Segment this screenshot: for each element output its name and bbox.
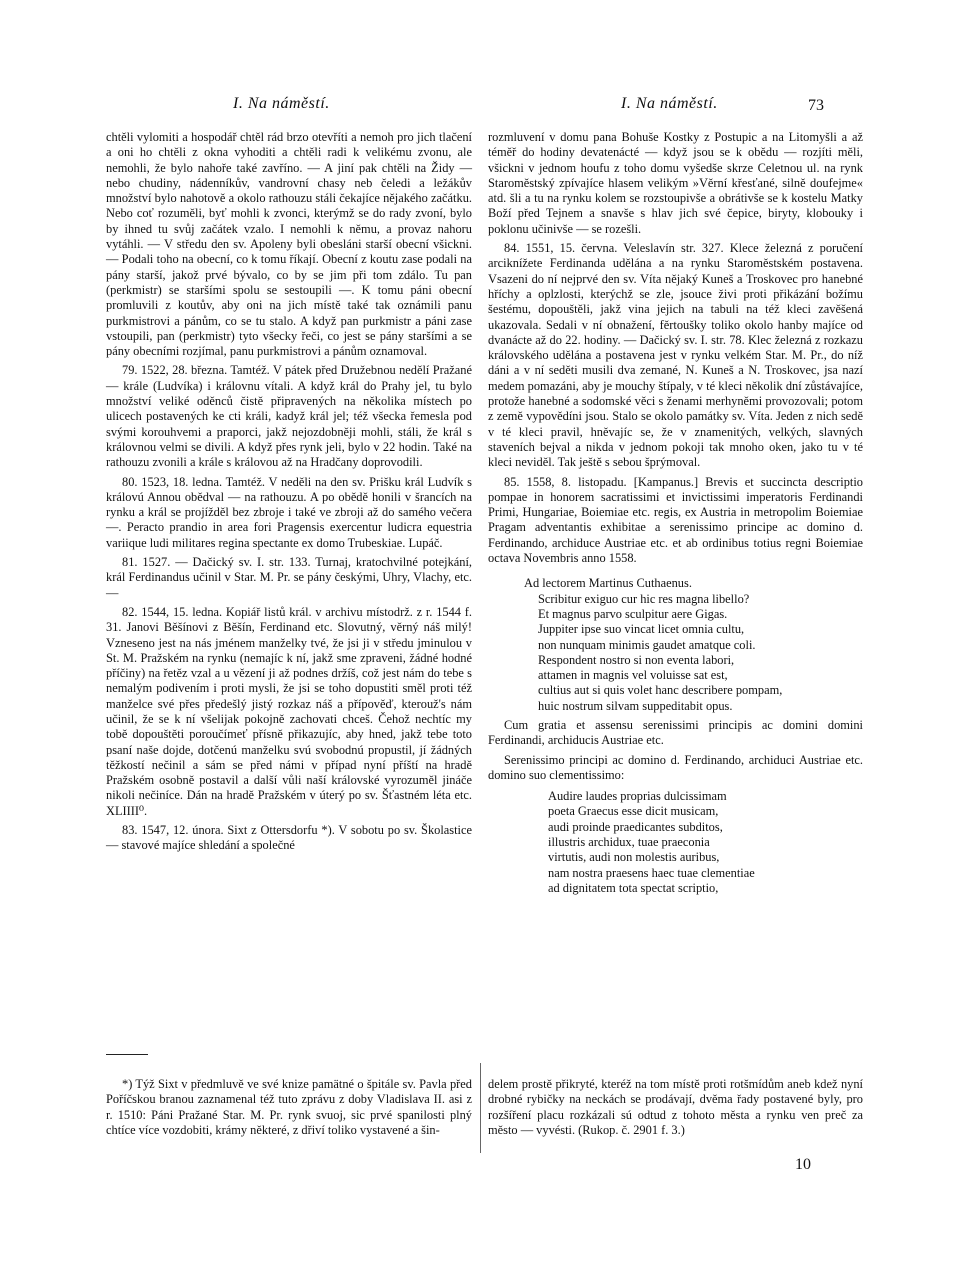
running-header-right: I. Na náměstí. xyxy=(621,95,718,112)
page-number: 73 xyxy=(808,97,824,114)
entry-79: 79. 1522, 28. března. Tamtéž. V pátek před Družebnou nedělí Pražané — krále (Ludvíka) i královnu vítali. A když král do Prahy jel, tu bylo množství veliké oděnců čistě připravených na několika místech po ulicech postavených ke cti králi, kadyž král jel; též všecka řemesla pod svými korouhvemi a praporci, jakž nejozdobněji mohli, stáli, že král s královnou velmi se divili. A když přes rynk jeli, bylo v 22 hodin. Také na rathouzu zvonili a krále s královou až na Hradčany doprovodili. xyxy=(106,363,472,470)
entry-85: 85. 1558, 8. listopadu. [Kampanus.] Brevis et succincta descriptio pompae in honorem sacratissimi et invictissimi imperatoris Ferdinandi Primi, Hungariae, Boiemiae etc. regis, ex Austria in metropolim Boiemiae Pragam adventantis exhibitae a serenissimo principe ac domino d. Ferdinando, archiduce Austriae etc. et ab ordinibus totius regni Boiemiae octava Novembris anno 1558. xyxy=(488,474,863,566)
entry-82: 82. 1544, 15. ledna. Kopiář listů král. v archivu místodrž. z r. 1544 f. 31. Janovi Běšínovi z Běšín, Ferdinand etc. Slovutný, věrný náš milý! Vzneseno jest na nás jménem manželky tvé, že jsi ji v středu jminulou v St. M. Pražském na rynku (nemajíc k ní, jakž sme zpraveni, žádné hodné příčiny) na řetěz vzal a u vězení ji až podnes držíš, což jest nám do tebe s nemalým podivením i proti mysli, že jsi se toho dopustiti směl proti též manželce své přes předešlý jistý rozkaz náš a přípověď, kterouž's nám učinil, že se k ní všelijak pokojně zachovati chceš. Čehož nechtíc my tobě dopouštěti poroučímeť přísně přikazujíc, aby hned, jakž tebe toto psaní naše dojde, dotčenú manželku svú svobodnú propustil, jí žádných těžkostí nečinil a sám se před námi v případ nyní příští na hradě Pražském osobně postavil a další vůli naší královské vyrozuměl jináče nikoli nečiníce. Dán na hradě Pražském v úterý po sv. Šťastném léta etc. XLIIII⁰. xyxy=(106,604,472,818)
signature-mark: 10 xyxy=(795,1156,811,1173)
footnote xyxy=(106,1077,472,1138)
verse-line: poeta Graecus esse dicit musicam, xyxy=(548,804,719,819)
verse-line: attamen in magnis vel voluisse sat est, xyxy=(538,668,728,683)
running-header-left: I. Na náměstí. xyxy=(233,95,330,112)
latin-paragraph: Cum gratia et assensu serenissimi principis ac domini domini Ferdinandi, archiducis Austriae etc. xyxy=(488,717,863,748)
verse-line: huic nostrum silvam suppeditabit opus. xyxy=(538,698,733,713)
entry-81: 81. 1527. — Dačický sv. I. str. 133. Turnaj, kratochvilné potejkání, král Ferdinandus učinil v Star. M. Pr. se pány českými, Uhry, Vlachy, etc. — xyxy=(106,555,472,600)
right-column-bottom: delem prostě přikryté, kteréž na tom místě proti rotšmídům aneb kdež nyní drobné rybičky na neckách se prodávají, dvěma řady postavené byly, pro rozšíření placu rozkázali sú odtud z tohoto města a rynku ven preč za město — vyvésti. (Rukop. č. 2901 f. 3.) xyxy=(488,1077,863,1137)
column-divider xyxy=(480,1063,481,1153)
paragraph: chtěli vylomiti a hospodář chtěl rád brzo otevříti a nemoh pro jich tlačení a oni ho chtěli z okna vyhoditi a chtěli radi k velikému zvonu, ale nemohli, že bylo nahoře také zavříno. — A jiní pak chtěli na Židy — nebo chudiny, nádenníkův, vandrovní chasy neb čeledi a ležákův množství bylo nahotově a okolo rathouzu stáli čekajíce nějakého začátku. Nebo coť rozuměli, byť mohli k zvonci, kterýmž se do rady zvoní, bylo by ihned tu svůj začátek vzalo. I nemohli k němu, a provaz nahoru vytáhli. — V středu den sv. Apoleny byli obesláni starší obecní všickni. — Podali toho na obecní, co k tomu říkají. Obecní z koutu zase podali na pány starší, jakož prvé bývalo, co by se jim při tom zdálo. Tu pan (perkmistr) se staršími spolu se sestoupili —. K tomu páni obecní promluvili z koutův, aby oni na jich místě také tak oznámili panu purkmistrovi a pánům, co se tu stalo. A když pan purkmistr a páni zase vstoupili, pan (perkmistr) tyto všecky řeči, co jest se pány staršími a se pány obecními rozjímal, panu purkmistrovi a pánům oznamoval. xyxy=(106,130,472,359)
verse-block xyxy=(538,592,863,714)
verse-line: Scribitur exiguo cur hic res magna libello? xyxy=(538,591,750,606)
verse-line: audi proinde praedicantes subditos, xyxy=(548,819,723,834)
verse-line: illustris archidux, tuae praeconia xyxy=(548,835,710,850)
footnote-text: *) Týž Sixt v předmluvě ve své knize pamätné o špitále sv. Pavla před Poříčskou branou zaznamenal též tuto zprávu z doby Vladislava II. asi z r. 1510: Páni Pražané Star. M. Pr. rynk svuoj, sic prvé spanilosti plný chtíce více vozdobiti, krámy některé, z dřiví toliko vystavené a šin- xyxy=(106,1077,472,1137)
right-column xyxy=(488,130,863,896)
entry-83: 83. 1547, 12. února. Sixt z Ottersdorfu *). V sobotu po sv. Školastice — stavové majíce shledání a společné xyxy=(106,823,472,853)
verse-line: nam nostra praesens haec tuae clementiae xyxy=(548,865,755,880)
verse-line: non nunquam minimis gaudet amatque coli. xyxy=(538,637,756,652)
entry-84: 84. 1551, 15. června. Veleslavín str. 327. Klece železná z poručení arciknížete Ferdinanda udělána a na rynku Staroměstském postavena. Vsazeni do ní nejprvé den sv. Víta nějaký Kuneš a Troskovec pro hanebné hříchy a oplzlosti, kterýchž se zle, jsouce živi proti přikázání božímu šestému, dopouštěli, jakž vina jejich na tabuli na též kleci zavěšená ukazovala. Sedali v ní obnažení, fěrtoušky toliko okolo hanby majíce od dvanácte až do 22. hodiny. — Dačický sv. I. str. 78. Klec železná z rozkazu královského udělána a postavena jest v rynku velkém Star. M. Pr., do níž dáni a v ní seděti musili dva zemané, N. Kuneš a N. Troskovec, jsa nazí medem pomazáni, aby je mouchy štípaly, v té kleci několik dní zůstávajíce, protože hanebné a sodomské věci s ženami merhyněmi provozovali; potom z země vypovědíni jsou. Stalo se okolo památky sv. Víta. Jeden z nich sedě v té kleci pravil, hněvajíc se, že v znamenitých, velkých, slavných staveních bejval a nikda v jednom pokoji tak mnoho oken, jako tu v té kleci neviděl. Tak ještě s sebou šprýmoval. xyxy=(488,241,863,470)
verse-line: Et magnus parvo sculpitur aere Gigas. xyxy=(538,606,728,621)
left-column xyxy=(106,130,472,856)
paragraph: rozmluvení v domu pana Bohuše Kostky z Postupic a na Litomyšli a až téměř do hodiny devatenácté — když jsou se k obědu — rozjíti měli, všickni v jednom houfu z toho domu vyšedše skrze Celetnou ul. na rynk Staroměstský zpívajíce hlasem velikým »Věrní křesťané, silně doufejme« atd. šli a tu na rynku kolem se rozstoupivše a obrátivše se k kostelu Matky Boží před Tejnem a snavše s hlav jich své čepice, biryty, klobouky i poklonu učinivše — se rozešli. xyxy=(488,130,863,236)
verse-line: Audire laudes proprias dulcissimam xyxy=(548,789,727,804)
verse-line: Juppiter ipse suo vincat licet omnia cultu, xyxy=(538,622,745,637)
verse-line: cultius aut si quis volet hanc describere pompam, xyxy=(538,683,783,698)
verse-heading: Ad lectorem Martinus Cuthaenus. xyxy=(524,576,692,591)
footnote-rule xyxy=(106,1054,148,1055)
verse-block-2 xyxy=(548,789,863,896)
entry-80: 80. 1523, 18. ledna. Tamtéž. V neděli na den sv. Prišku král Ludvík s královú Annou obědval — na rathouzu. A po obědě honili v šrancích na rynku a král se projížděl bez zbroje i také ve zbroji až do samého večera —. Peracto prandio in area fori Pragensis exercentur ludicra equestria variique ludi militares regina spectante ex domo Trubeskiae. Lupáč. xyxy=(106,474,472,550)
verse-line: ad dignitatem tota spectat scriptio, xyxy=(548,880,719,895)
latin-paragraph: Serenissimo principi ac domino d. Ferdinando, archiduci Austriae etc. domino suo clementissimo: xyxy=(488,752,863,782)
verse-line: virtutis, audi non molestis auribus, xyxy=(548,850,720,865)
verse-line: Respondent nostro si non eventa labori, xyxy=(538,652,735,667)
